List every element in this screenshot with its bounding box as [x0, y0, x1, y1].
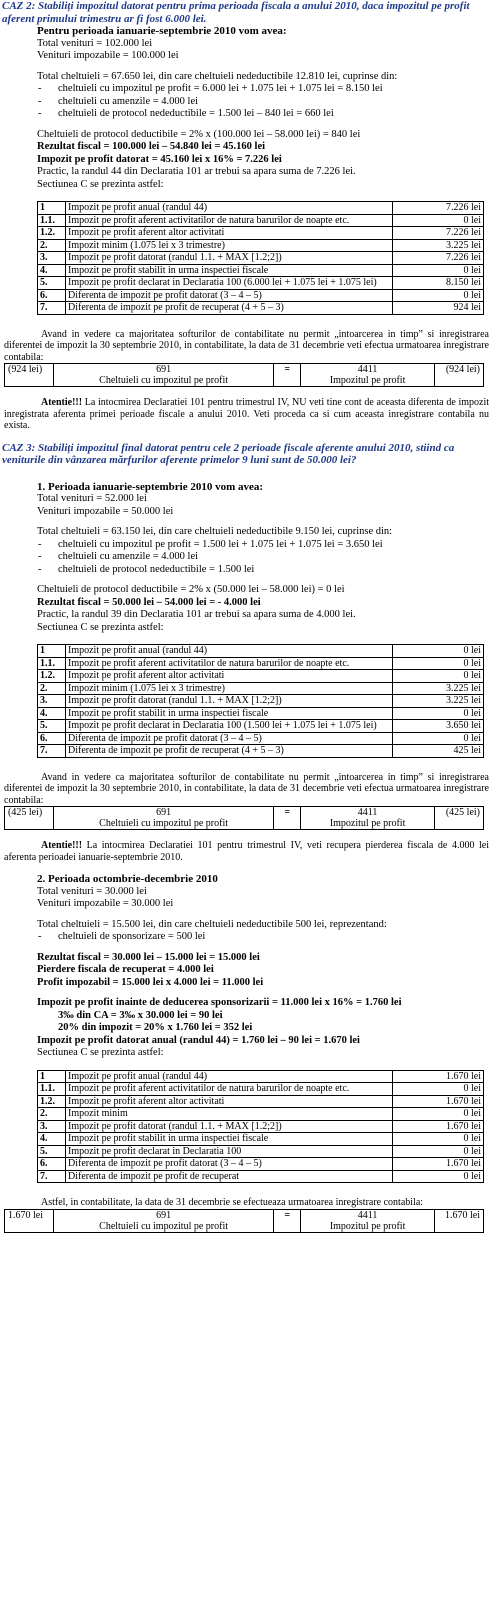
table-cell: 0 lei [393, 670, 484, 683]
caz3-rezultat: Rezultat fiscal = 50.000 lei – 54.000 lei = - 4.000 lei [37, 596, 261, 608]
table-cell: 1.1. [38, 657, 66, 670]
table-cell: Impozit pe profit datorat (randul 1.1. + MAX [1.2;2]) [66, 1120, 393, 1133]
caz3-title: CAZ 3: Stabiliți impozitul final datorat pentru cele 2 perioade fiscale aferente anului 2010, stiind ca veniturile din vânzarea mărfurilor aferente primelor 9 luni sunt de 50.000 lei? [2, 441, 455, 466]
table-row [38, 277, 484, 290]
table-cell: 0 lei [393, 732, 484, 745]
caz3-entry-table [4, 806, 484, 830]
table-cell: (425 lei) [435, 807, 484, 830]
caz2-practic: Practic, la randul 44 din Declaratia 101 ar trebui sa apara suma de 7.226 lei. [37, 166, 356, 177]
credit-account: 4411 Impozitul pe profit [301, 364, 435, 387]
table-cell: 0 lei [393, 289, 484, 302]
table-cell: 3. [38, 1120, 66, 1133]
table-row [38, 1133, 484, 1146]
table-cell: 0 lei [393, 1083, 484, 1096]
table-cell: 3.225 lei [393, 239, 484, 252]
table-row [38, 1170, 484, 1183]
caz3-sectiunea-c-table2 [37, 1070, 484, 1184]
table-cell: Impozit pe profit anual (randul 44) [66, 202, 393, 215]
table-cell: Diferenta de impozit pe profit de recuperat (4 + 5 – 3) [66, 745, 393, 758]
table-row [38, 1070, 484, 1083]
table-row [5, 807, 484, 830]
table-cell: Impozit minim (1.075 lei x 3 trimestre) [66, 682, 393, 695]
table-cell: (425 lei) [5, 807, 54, 830]
table-cell: 2. [38, 239, 66, 252]
table-cell: 5. [38, 277, 66, 290]
table-cell: 5. [38, 720, 66, 733]
table-cell: 0 lei [393, 264, 484, 277]
table-row [38, 252, 484, 265]
table-cell: 1.2. [38, 227, 66, 240]
table-cell: 6. [38, 1158, 66, 1171]
caz3-sectiunea: Sectiunea C se prezinta astfel: [37, 621, 164, 633]
table-cell: 7. [38, 302, 66, 315]
table-cell: 924 lei [393, 302, 484, 315]
table-cell: Diferenta de impozit pe profit datorat (3 – 4 – 5) [66, 732, 393, 745]
table-cell: Diferenta de impozit pe profit de recuperat (4 + 5 – 3) [66, 302, 393, 315]
table-cell: 0 lei [393, 214, 484, 227]
table-cell: 1.670 lei [393, 1095, 484, 1108]
table-row [38, 1108, 484, 1121]
debit-account: 691 Cheltuieli cu impozitul pe profit [54, 364, 274, 387]
table-cell: 0 lei [393, 657, 484, 670]
table-cell: Impozit minim (1.075 lei x 3 trimestre) [66, 239, 393, 252]
table-cell: 4. [38, 707, 66, 720]
table-cell: 1.2. [38, 670, 66, 683]
table-cell: 1.670 lei [393, 1120, 484, 1133]
caz3-rezultat2: Rezultat fiscal = 30.000 lei – 15.000 lei = 15.000 lei [37, 951, 260, 963]
table-row [38, 214, 484, 227]
table-cell: Diferenta de impozit pe profit datorat (3 – 4 – 5) [66, 289, 393, 302]
table-cell: 7.226 lei [393, 227, 484, 240]
table-row [38, 302, 484, 315]
caz2-cheltuieli-list [0, 83, 493, 121]
table-cell: Diferenta de impozit pe profit datorat (3 – 4 – 5) [66, 1158, 393, 1171]
caz3-period1-heading: 1. Perioada ianuarie-septembrie 2010 vom avea: [37, 480, 264, 493]
table-cell: Impozit pe profit anual (randul 44) [66, 645, 393, 658]
table-cell: Impozit pe profit aferent altor activitati [66, 670, 393, 683]
table-cell: 1.670 lei [5, 1209, 54, 1232]
table-row [38, 695, 484, 708]
caz2-venituri-impozabile: Venituri impozabile = 100.000 lei [37, 50, 179, 61]
table-row [38, 227, 484, 240]
table-row [38, 732, 484, 745]
table-cell: 0 lei [393, 645, 484, 658]
table-cell: Impozit pe profit anual (randul 44) [66, 1070, 393, 1083]
table-cell: 0 lei [393, 1145, 484, 1158]
table-cell: Impozit pe profit declarat in Declaratia 100 (6.000 lei + 1.075 lei + 1.075 lei) [66, 277, 393, 290]
caz3-venituri-impozabile: Venituri impozabile = 50.000 lei [37, 505, 174, 517]
caz2-rezultat: Rezultat fiscal = 100.000 lei – 54.840 lei = 45.160 lei [37, 141, 266, 152]
table-cell: 1 [38, 645, 66, 658]
caz3-protocol: Cheltuieli de protocol deductibile = 2% x (50.000 lei – 58.000 lei) = 0 lei [37, 584, 345, 595]
list-item: - cheltuieli cu amenzile = 4.000 lei [58, 96, 493, 109]
table-row [5, 364, 484, 387]
caz3-period2-heading: 2. Perioada octombrie-decembrie 2010 [37, 873, 218, 885]
caz3-entry-table2 [4, 1209, 484, 1233]
table-cell: 3.225 lei [393, 695, 484, 708]
caz3-profit: Profit impozabil = 15.000 lei x 4.000 lei = 11.000 lei [37, 976, 264, 988]
table-row [38, 670, 484, 683]
table-cell: Impozit pe profit aferent altor activitati [66, 1095, 393, 1108]
table-cell: Diferenta de impozit pe profit de recuperat [66, 1170, 393, 1183]
table-cell: 5. [38, 1145, 66, 1158]
table-row [5, 1209, 484, 1232]
table-row [38, 720, 484, 733]
caz2-impozit: Impozit pe profit datorat = 45.160 lei x 16% = 7.226 lei [37, 153, 282, 165]
table-cell: 1.670 lei [435, 1209, 484, 1232]
table-cell: 1 [38, 1070, 66, 1083]
caz3-ca: 3‰ din CA = 3‰ x 30.000 lei = 90 lei [58, 1009, 223, 1021]
caz2-sectiunea: Sectiunea C se prezinta astfel: [37, 178, 164, 190]
debit-account: 691 Cheltuieli cu impozitul pe profit [54, 1209, 274, 1232]
caz3-sectiunea2: Sectiunea C se prezinta astfel: [37, 1047, 164, 1058]
table-row [38, 1145, 484, 1158]
table-cell: 2. [38, 682, 66, 695]
table-cell: Impozit pe profit stabilit in urma inspectiei fiscale [66, 1133, 393, 1146]
caz3-douazeci: 20% din impozit = 20% x 1.760 lei = 352 lei [58, 1022, 253, 1033]
table-row [38, 645, 484, 658]
table-cell: 1.2. [38, 1095, 66, 1108]
table-row [38, 1120, 484, 1133]
table-cell: = [274, 1209, 301, 1232]
caz2-period-heading: Pentru perioada ianuarie-septembrie 2010 vom avea: [37, 25, 287, 37]
caz3-impozit-anual: Impozit pe profit datorat anual (randul 44) = 1.760 lei – 90 lei = 1.670 lei [37, 1034, 360, 1046]
table-cell: 0 lei [393, 1108, 484, 1121]
table-cell: 1.670 lei [393, 1070, 484, 1083]
table-row [38, 707, 484, 720]
table-cell: (924 lei) [5, 364, 54, 387]
caz2-title: CAZ 2: Stabiliți impozitul datorat pentru prima perioada fiscala a anului 2010, daca impozitul pe profit aferent primului trimestru ar fi fost 6.000 lei. [2, 0, 470, 25]
list-item: - cheltuieli de protocol nedeductibile = 1.500 lei [58, 564, 493, 577]
table-cell: 7. [38, 745, 66, 758]
list-item: - cheltuieli de protocol nedeductibile = 1.500 lei – 840 lei = 660 lei [58, 108, 493, 121]
caz3-atentie: Atentie!!! La intocmirea Declaratiei 101 pentru trimestrul IV, veti recupera pierderea fiscala de 4.000 lei aferenta perioadei ianuarie-septembrie 2010. [4, 840, 489, 863]
table-cell: Impozit pe profit aferent activitatilor de natura barurilor de noapte etc. [66, 1083, 393, 1096]
table-cell: Impozit pe profit aferent activitatilor de natura barurilor de noapte etc. [66, 214, 393, 227]
table-cell: Impozit pe profit datorat (randul 1.1. + MAX [1.2;2]) [66, 252, 393, 265]
table-cell: 1.670 lei [393, 1158, 484, 1171]
caz3-avand: Avand in vedere ca majoritatea softurilor de contabilitate nu permit „intoarcerea in timp” si inregistrarea diferentei de impozit la 30 septembrie 2010, in contabilitate, la data de 31 decembrie veti efectua urmatoarea inregistrare contabila: [4, 771, 489, 806]
table-row [38, 657, 484, 670]
table-cell: 8.150 lei [393, 277, 484, 290]
table-cell: Impozit pe profit declarat in Declaratia 100 [66, 1145, 393, 1158]
table-row [38, 239, 484, 252]
table-cell: 4. [38, 1133, 66, 1146]
table-cell: = [274, 807, 301, 830]
table-cell: 0 lei [393, 1133, 484, 1146]
table-cell: 7.226 lei [393, 252, 484, 265]
caz2-cheltuieli: Total cheltuieli = 67.650 lei, din care cheltuieli nedeductibile 12.810 lei, cuprinse din: [37, 70, 398, 82]
table-cell: 6. [38, 289, 66, 302]
table-cell: 3.225 lei [393, 682, 484, 695]
table-cell: = [274, 364, 301, 387]
caz3-venituri2: Total venituri = 30.000 lei [37, 885, 147, 897]
table-row [38, 289, 484, 302]
table-row [38, 202, 484, 215]
caz2-venituri: Total venituri = 102.000 lei [37, 37, 153, 49]
caz3-impozit-inainte: Impozit pe profit inainte de deducerea sponsorizarii = 11.000 lei x 16% = 1.760 lei [37, 997, 402, 1008]
debit-account: 691 Cheltuieli cu impozitul pe profit [54, 807, 274, 830]
table-cell: 0 lei [393, 1170, 484, 1183]
table-row [38, 745, 484, 758]
table-cell: Impozit pe profit stabilit in urma inspectiei fiscale [66, 264, 393, 277]
table-cell: Impozit pe profit aferent activitatilor de natura barurilor de noapte etc. [66, 657, 393, 670]
table-cell: 1 [38, 202, 66, 215]
caz3-pierdere: Pierdere fiscala de recuperat = 4.000 lei [37, 964, 214, 975]
table-row [38, 1158, 484, 1171]
caz3-cheltuieli2: Total cheltuieli = 15.500 lei, din care cheltuieli nedeductibile 500 lei, reprezentand: [37, 918, 387, 930]
table-cell: 1.1. [38, 214, 66, 227]
caz3-cheltuieli: Total cheltuieli = 63.150 lei, din care cheltuieli nedeductibile 9.150 lei, cuprinse din: [37, 526, 393, 537]
table-cell: 7. [38, 1170, 66, 1183]
table-row [38, 1095, 484, 1108]
list-item: - cheltuieli cu impozitul pe profit = 6.000 lei + 1.075 lei + 1.075 lei = 8.150 lei [58, 83, 493, 96]
table-cell: Impozit pe profit stabilit in urma inspectiei fiscale [66, 707, 393, 720]
list-item: - cheltuieli cu impozitul pe profit = 1.500 lei + 1.075 lei + 1.075 lei = 3.650 lei [58, 539, 493, 552]
caz3-venituri: Total venituri = 52.000 lei [37, 493, 147, 504]
table-cell: 3.650 lei [393, 720, 484, 733]
caz2-sectiunea-c-table [37, 201, 484, 315]
table-cell: Impozit pe profit declarat in Declaratia 100 (1.500 lei + 1.075 lei + 1.075 lei) [66, 720, 393, 733]
caz3-cheltuieli-list [0, 539, 493, 577]
table-cell: (924 lei) [435, 364, 484, 387]
table-cell: 7.226 lei [393, 202, 484, 215]
table-row [38, 264, 484, 277]
table-row [38, 682, 484, 695]
caz2-protocol: Cheltuieli de protocol deductibile = 2% x (100.000 lei – 58.000 lei) = 840 lei [37, 128, 361, 140]
caz2-entry-table [4, 363, 484, 387]
caz3-cheltuieli2-list [0, 931, 493, 944]
table-cell: 0 lei [393, 707, 484, 720]
table-cell: Impozit pe profit datorat (randul 1.1. + MAX [1.2;2]) [66, 695, 393, 708]
caz2-avand: Avand in vedere ca majoritatea softurilor de contabilitate nu permit „intoarcerea in timp” si inregistrarea diferentei de impozit la 30 septembrie 2010, in contabilitate, la data de 31 decembrie veti efectua urmatoarea inregistrare contabila: [4, 328, 489, 363]
table-cell: Impozit pe profit aferent altor activitati [66, 227, 393, 240]
table-cell: 6. [38, 732, 66, 745]
list-item: - cheltuieli de sponsorizare = 500 lei [58, 931, 493, 944]
table-cell: 1.1. [38, 1083, 66, 1096]
caz2-atentie: Atentie!!! La intocmirea Declaratiei 101 pentru trimestrul IV, NU veti tine cont de aceasta diferenta de impozit inregistrata aferenta primei perioade fiscale a anului 2010. Veti proceda ca si cum aceasta inregistrare contabila nu exista. [4, 397, 489, 431]
caz3-venituri-impozabile2: Venituri impozabile = 30.000 lei [37, 898, 174, 909]
caz3-astfel: Astfel, in contabilitate, la data de 31 decembrie se efectueaza urmatoarea inregistrare contabila: [41, 1197, 424, 1208]
list-item: - cheltuieli cu amenzile = 4.000 lei [58, 551, 493, 564]
table-cell: Impozit minim [66, 1108, 393, 1121]
table-cell: 4. [38, 264, 66, 277]
table-cell: 3. [38, 252, 66, 265]
table-cell: 3. [38, 695, 66, 708]
credit-account: 4411 Impozitul pe profit [301, 807, 435, 830]
credit-account: 4411 Impozitul pe profit [301, 1209, 435, 1232]
table-row [38, 1083, 484, 1096]
caz3-practic: Practic, la randul 39 din Declaratia 101 ar trebui sa apara suma de 4.000 lei. [37, 609, 356, 620]
table-cell: 2. [38, 1108, 66, 1121]
table-cell: 425 lei [393, 745, 484, 758]
caz3-sectiunea-c-table [37, 644, 484, 758]
